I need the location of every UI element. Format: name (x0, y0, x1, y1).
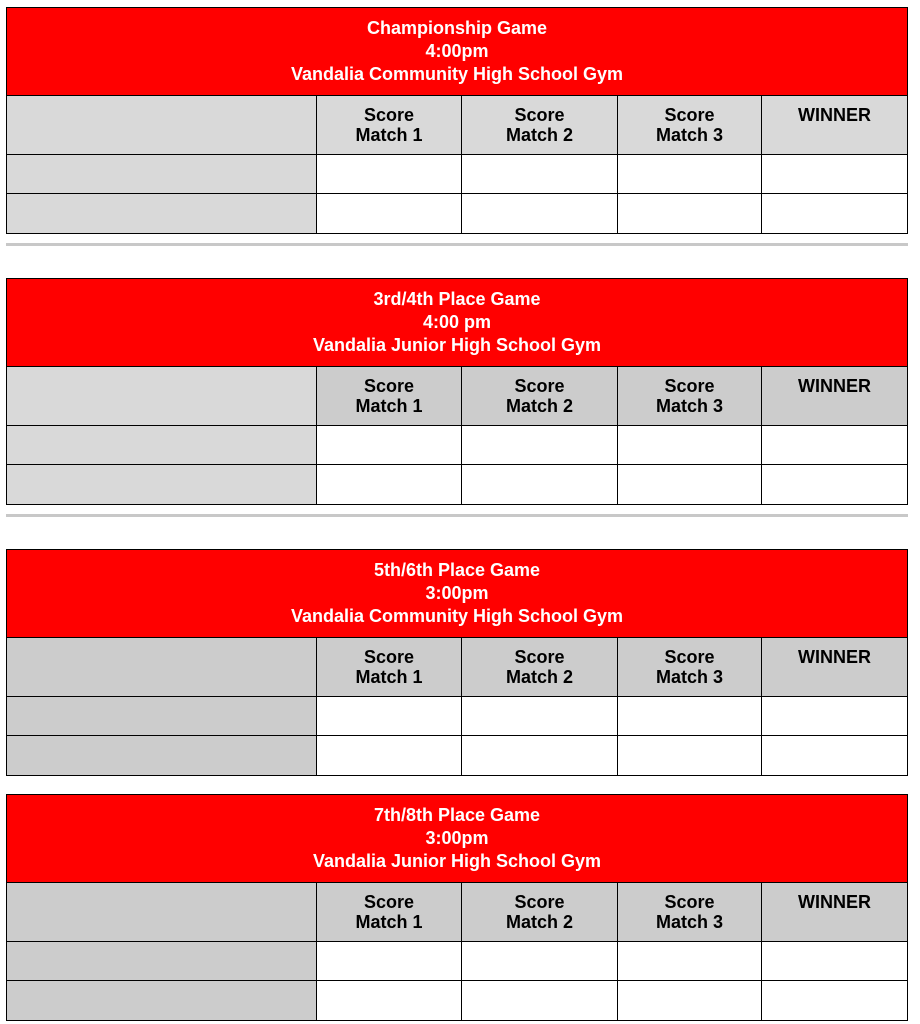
score-match-1-cell[interactable] (317, 194, 462, 233)
game-header (7, 795, 907, 883)
winner-cell[interactable] (762, 426, 907, 464)
score-match-2-cell[interactable] (462, 697, 618, 735)
score-match-3-cell[interactable] (618, 942, 762, 980)
score-match-1-header: Score Match 1 (317, 638, 462, 696)
score-match-3-cell[interactable] (618, 155, 762, 193)
score-match-3-header: Score Match 3 (618, 367, 762, 425)
game-header (7, 550, 907, 638)
game-time: 4:00pm (425, 41, 489, 61)
score-match-3-cell[interactable] (618, 426, 762, 464)
game-venue: Vandalia Community High School Gym (290, 64, 624, 84)
championship-game-bracket (6, 7, 908, 234)
team-column-header (7, 367, 317, 425)
team-row (7, 194, 907, 233)
score-match-3-header: Score Match 3 (618, 883, 762, 941)
score-match-1-header: Score Match 1 (317, 883, 462, 941)
column-header-row (7, 96, 907, 155)
score-match-1-cell[interactable] (317, 465, 462, 504)
score-match-2-cell[interactable] (462, 426, 618, 464)
team-row (7, 942, 907, 981)
game-venue: Vandalia Community High School Gym (290, 606, 624, 626)
game-time: 3:00pm (425, 583, 489, 603)
score-match-2-cell[interactable] (462, 736, 618, 775)
score-match-2-cell[interactable] (462, 155, 618, 193)
score-match-1-cell[interactable] (317, 981, 462, 1020)
team-name-cell[interactable] (7, 465, 317, 504)
score-match-2-header: Score Match 2 (462, 96, 618, 154)
score-match-1-cell[interactable] (317, 155, 462, 193)
winner-cell[interactable] (762, 194, 907, 233)
score-match-3-cell[interactable] (618, 465, 762, 504)
score-match-3-cell[interactable] (618, 736, 762, 775)
fifth-sixth-place-bracket (6, 549, 908, 776)
third-fourth-place-bracket (6, 278, 908, 505)
winner-cell[interactable] (762, 981, 907, 1020)
team-row (7, 981, 907, 1020)
team-column-header (7, 883, 317, 941)
game-title: Championship Game (366, 18, 548, 38)
score-match-3-header: Score Match 3 (618, 96, 762, 154)
game-header (7, 279, 907, 367)
winner-cell[interactable] (762, 697, 907, 735)
score-match-2-header: Score Match 2 (462, 367, 618, 425)
score-match-1-cell[interactable] (317, 426, 462, 464)
column-header-row (7, 367, 907, 426)
team-column-header (7, 96, 317, 154)
score-match-3-header: Score Match 3 (618, 638, 762, 696)
game-title: 5th/6th Place Game (373, 560, 541, 580)
winner-cell[interactable] (762, 942, 907, 980)
game-time: 3:00pm (425, 828, 489, 848)
score-match-2-cell[interactable] (462, 942, 618, 980)
game-time: 4:00 pm (422, 312, 492, 332)
game-venue: Vandalia Junior High School Gym (312, 335, 602, 355)
game-header (7, 8, 907, 96)
team-name-cell[interactable] (7, 981, 317, 1020)
game-title: 7th/8th Place Game (373, 805, 541, 825)
score-match-3-cell[interactable] (618, 194, 762, 233)
section-divider (6, 243, 908, 246)
score-match-1-cell[interactable] (317, 697, 462, 735)
column-header-row (7, 883, 907, 942)
winner-cell[interactable] (762, 736, 907, 775)
column-header-row (7, 638, 907, 697)
game-title: 3rd/4th Place Game (373, 289, 541, 309)
team-name-cell[interactable] (7, 697, 317, 735)
winner-cell[interactable] (762, 465, 907, 504)
team-row (7, 465, 907, 504)
winner-cell[interactable] (762, 155, 907, 193)
team-row (7, 155, 907, 194)
score-match-1-header: Score Match 1 (317, 367, 462, 425)
team-row (7, 697, 907, 736)
score-match-3-cell[interactable] (618, 697, 762, 735)
winner-header: WINNER (762, 96, 907, 154)
score-match-1-header: Score Match 1 (317, 96, 462, 154)
winner-header: WINNER (762, 638, 907, 696)
score-match-3-cell[interactable] (618, 981, 762, 1020)
team-name-cell[interactable] (7, 194, 317, 233)
team-name-cell[interactable] (7, 426, 317, 464)
score-match-2-cell[interactable] (462, 194, 618, 233)
section-divider (6, 514, 908, 517)
winner-header: WINNER (762, 367, 907, 425)
team-row (7, 426, 907, 465)
score-match-1-cell[interactable] (317, 942, 462, 980)
team-column-header (7, 638, 317, 696)
score-match-2-cell[interactable] (462, 981, 618, 1020)
team-row (7, 736, 907, 775)
team-name-cell[interactable] (7, 942, 317, 980)
team-name-cell[interactable] (7, 736, 317, 775)
score-match-2-header: Score Match 2 (462, 638, 618, 696)
winner-header: WINNER (762, 883, 907, 941)
score-match-1-cell[interactable] (317, 736, 462, 775)
score-match-2-header: Score Match 2 (462, 883, 618, 941)
score-match-2-cell[interactable] (462, 465, 618, 504)
team-name-cell[interactable] (7, 155, 317, 193)
game-venue: Vandalia Junior High School Gym (312, 851, 602, 871)
seventh-eighth-place-bracket (6, 794, 908, 1021)
